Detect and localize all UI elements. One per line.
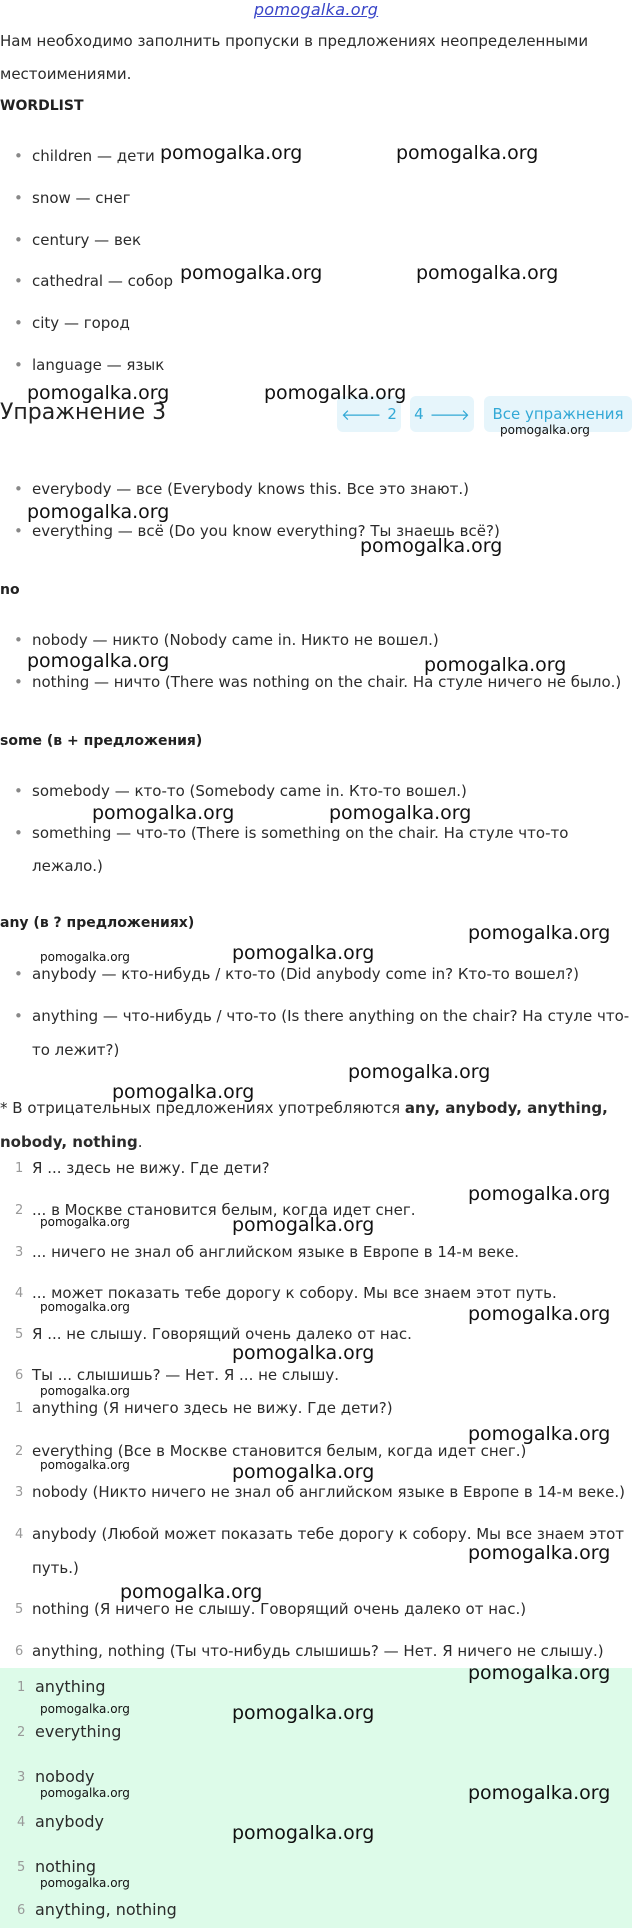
every-item: everything — всё (Do you know everything? Ты знаешь всё?) [32,522,500,540]
question-number: 3 [15,1245,24,1260]
watermark: pomogalka.org [120,1581,263,1603]
answer-number: 4 [17,1815,26,1830]
next-exercise-button[interactable] [410,396,474,432]
answer-number: 5 [17,1860,26,1875]
watermark: pomogalka.org [40,1215,130,1229]
note-bold-2: nobody, nothing [0,1133,138,1151]
arrow-left-icon: 🡐 [341,405,382,424]
wordlist-item: century — век [32,231,142,249]
translation-item: anybody (Любой может показать тебе дорогу к собору. Мы все знаем этот [32,1525,625,1543]
watermark: pomogalka.org [232,1461,375,1483]
watermark: pomogalka.org [27,382,170,404]
question-number: 1 [15,1161,24,1176]
watermark: pomogalka.org [27,650,170,672]
watermark: pomogalka.org [264,382,407,404]
watermark: pomogalka.org [40,1300,130,1314]
question-item: Я ... здесь не вижу. Где дети? [32,1159,270,1177]
some-heading: some (в + предложения) [0,733,203,749]
intro-line-1: Нам необходимо заполнить пропуски в предложениях неопределенными [0,32,589,50]
question-item: ... в Москве становится белым, когда идет снег. [32,1201,416,1219]
answer-item: everything [35,1722,122,1741]
watermark: pomogalka.org [468,1423,611,1445]
wordlist-item: snow — снег [32,189,131,207]
no-item: nobody — никто (Nobody came in. Никто не вошел.) [32,631,439,649]
answer-number: 2 [17,1725,26,1740]
watermark: pomogalka.org [500,423,590,437]
question-item: Я ... не слышу. Говорящий очень далеко от нас. [32,1325,412,1343]
wordlist-item: children — дети [32,147,155,165]
every-item: everybody — все (Everybody knows this. Все это знают.) [32,480,469,498]
watermark: pomogalka.org [40,950,130,964]
translation-number: 5 [15,1602,24,1617]
bullet-icon: • [14,782,23,800]
watermark: pomogalka.org [160,142,303,164]
translation-number: 3 [15,1485,24,1500]
watermark: pomogalka.org [40,1384,130,1398]
watermark: pomogalka.org [232,1214,375,1236]
intro-line-2: местоимениями. [0,65,132,83]
bullet-icon: • [14,522,23,540]
no-item: nothing — ничто (There was nothing on the chair. На стуле ничего не было.) [32,673,622,691]
answer-item: anything, nothing [35,1900,177,1919]
bullet-icon: • [14,231,23,249]
watermark: pomogalka.org [40,1702,130,1716]
bullet-icon: • [14,673,23,691]
watermark: pomogalka.org [468,922,611,944]
exercise-title: Упражнение 3 [0,400,167,425]
wordlist-item: city — город [32,314,130,332]
translation-item: nothing (Я ничего не слышу. Говорящий очень далеко от нас.) [32,1600,527,1618]
watermark: pomogalka.org [232,1822,375,1844]
bullet-icon: • [14,189,23,207]
bullet-icon: • [14,631,23,649]
watermark: pomogalka.org [329,802,472,824]
translation-item: anything (Я ничего здесь не вижу. Где дети?) [32,1399,393,1417]
translation-item: everything (Все в Москве становится белым, когда идет снег.) [32,1442,527,1460]
watermark: pomogalka.org [27,501,170,523]
any-item: anybody — кто-нибудь / кто-то (Did anybody come in? Кто-то вошел?) [32,965,579,983]
translation-number: 2 [15,1444,24,1459]
no-heading: no [0,582,20,598]
some-item-continued: лежало.) [32,857,103,875]
bullet-icon: • [14,314,23,332]
note-suffix: . [137,1133,143,1151]
some-item: somebody — кто-то (Somebody came in. Кто-то вошел.) [32,782,467,800]
bullet-icon: • [14,1007,23,1025]
translation-number: 6 [15,1644,24,1659]
question-item: Ты ... слышишь? — Нет. Я ... не слышу. [32,1366,339,1384]
bullet-icon: • [14,272,23,290]
prev-exercise-label: 2 [387,405,397,423]
watermark: pomogalka.org [232,942,375,964]
some-item: something — что-то (There is something on the chair. На стуле что-то [32,824,569,842]
translation-number: 4 [15,1527,24,1542]
watermark: pomogalka.org [40,1458,130,1472]
watermark: pomogalka.org [396,142,539,164]
question-number: 5 [15,1327,24,1342]
wordlist-item: language — язык [32,356,165,374]
wordlist-item: cathedral — собор [32,272,174,290]
bullet-icon: • [14,965,23,983]
watermark: pomogalka.org [112,1081,255,1103]
question-item: ... может показать тебе дорогу к собору. Мы все знаем этот путь. [32,1284,557,1302]
watermark: pomogalka.org [416,262,559,284]
bullet-icon: • [14,356,23,374]
translation-item: anything, nothing (Ты что-нибудь слышишь? — Нет. Я ничего не слышу.) [32,1642,604,1660]
note-line-2 [0,1132,142,1152]
arrow-right-icon: 🡒 [429,405,470,424]
watermark: pomogalka.org [468,1183,611,1205]
question-number: 6 [15,1368,24,1383]
answer-item: anybody [35,1812,104,1831]
watermark: pomogalka.org [40,1876,130,1890]
watermark: pomogalka.org [360,535,503,557]
question-number: 2 [15,1203,24,1218]
answer-item: nobody [35,1767,95,1786]
any-item-continued: то лежит?) [32,1041,120,1059]
translation-item-continued: путь.) [32,1559,79,1577]
any-item: anything — что-нибудь / что-то (Is there anything on the chair? На стуле что- [32,1007,630,1025]
watermark: pomogalka.org [468,1782,611,1804]
watermark: pomogalka.org [468,1542,611,1564]
answer-number: 3 [17,1770,26,1785]
all-exercises-label: Все упражнения [492,405,624,423]
answer-number: 6 [17,1903,26,1918]
bullet-icon: • [14,824,23,842]
any-heading: any (в ? предложениях) [0,915,195,931]
note-bold-1: any, anybody, anything, [404,1099,608,1117]
next-exercise-label: 4 [414,405,424,423]
answer-item: nothing [35,1857,97,1876]
watermark: pomogalka.org [468,1662,611,1684]
translation-item: nobody (Никто ничего не знал об английском языке в Европе в 14-м веке.) [32,1483,626,1501]
watermark: pomogalka.org [92,802,235,824]
note-line-1 [0,1098,608,1118]
bullet-icon: • [14,480,23,498]
answer-item: anything [35,1677,106,1696]
watermark: pomogalka.org [232,1342,375,1364]
watermark: pomogalka.org [232,1702,375,1724]
question-item: ... ничего не знал об английском языке в Европе в 14-м веке. [32,1243,520,1261]
note-prefix: * В отрицательных предложениях употребляются [0,1099,405,1117]
question-number: 4 [15,1286,24,1301]
watermark: pomogalka.org [468,1303,611,1325]
site-logo[interactable]: pomogalka.org [253,0,379,19]
watermark: pomogalka.org [180,262,323,284]
translation-number: 1 [15,1401,24,1416]
answer-number: 1 [17,1680,26,1695]
watermark: pomogalka.org [424,654,567,676]
watermark: pomogalka.org [348,1061,491,1083]
wordlist-heading: WORDLIST [0,98,84,114]
watermark: pomogalka.org [40,1786,130,1800]
bullet-icon: • [14,147,23,165]
